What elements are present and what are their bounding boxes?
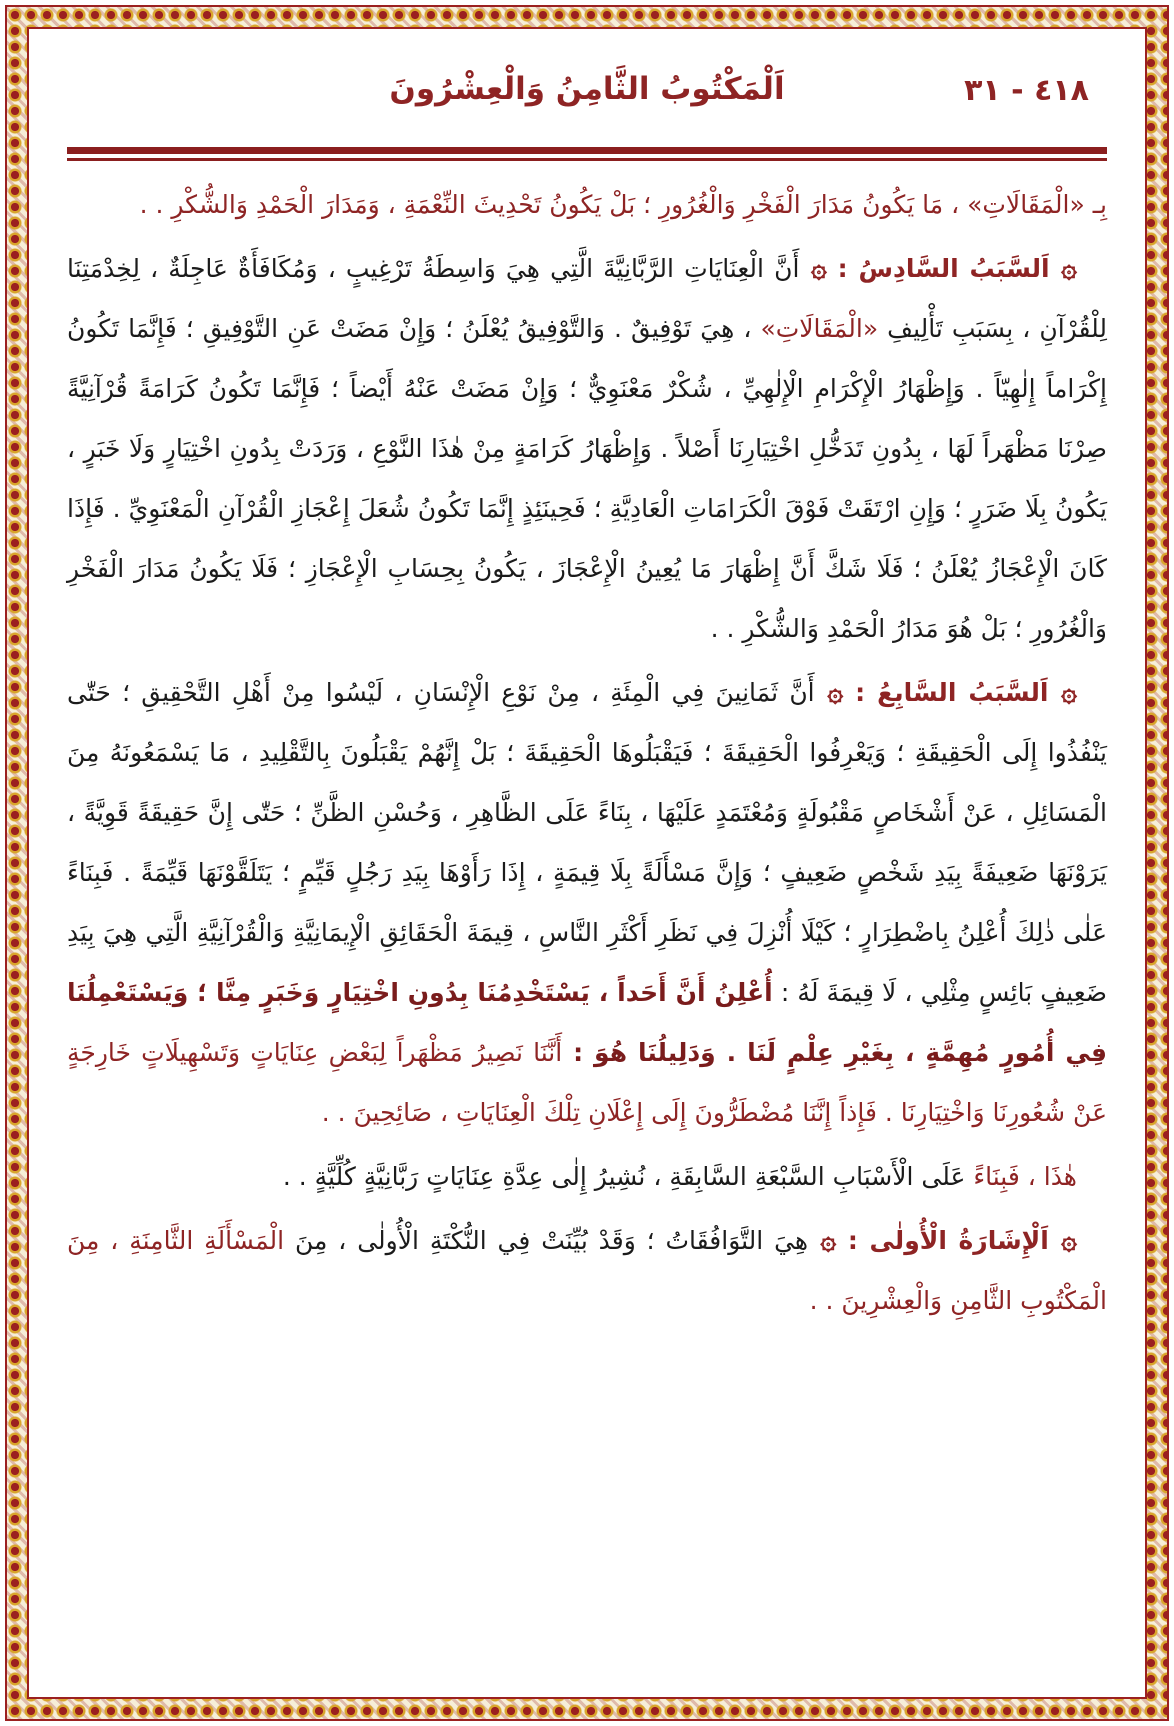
paragraph bbox=[67, 175, 1107, 235]
text-segment: اَلسَّبَبُ السَّادِسُ : bbox=[826, 254, 1050, 283]
text-segment: الْمَسْأَلَةِ الثَّامِنَةِ ، مِنَ الْمَكْتُوبِ الثَّامِنِ وَالْعِشْرِينَ . . bbox=[67, 1226, 1107, 1315]
ornament-icon: ۞ bbox=[814, 677, 844, 708]
divider-thin-line bbox=[67, 158, 1107, 161]
paragraph bbox=[67, 663, 1107, 1143]
page-inner bbox=[27, 27, 1147, 1699]
text-segment: أُعْلِنُ أَنَّ أَحَداً ، يَسْتَخْدِمُنَا بِدُونِ اخْتِيَارٍ وَخَبَرٍ مِنَّا ؛ وَيَسْتَعْمِلُنَا فِي أُمُورٍ مُهِمَّةٍ ، بِغَيْرِ عِلْمٍ لَنَا . وَدَلِيلُنَا هُوَ : bbox=[67, 978, 1107, 1067]
ornament-icon: ۞ bbox=[1049, 253, 1077, 284]
ornament-icon: ۞ bbox=[1048, 1225, 1078, 1256]
ornament-icon: ۞ bbox=[808, 1225, 837, 1256]
ornament-icon: ۞ bbox=[799, 253, 827, 284]
page-title: اَلْمَكْتُوبُ الثَّامِنُ وَالْعِشْرُونَ bbox=[389, 71, 785, 107]
text-segment: أَنَّ ثَمَانِينَ فِي الْمِئَةِ ، مِنْ نَوْعِ الْإِنْسَانِ ، لَيْسُوا مِنْ أَهْلِ التَّحْقِيقِ ؛ حَتّٰى يَنْفُذُوا إِلَى الْحَقِيقَةِ ؛ وَيَعْرِفُوا الْحَقِيقَةَ ؛ فَيَقْبَلُوهَا الْحَقِيقَةَ ؛ بَلْ إِنَّهُمْ يَقْبَلُونَ بِالتَّقْلِيدِ ، مَا يَسْمَعُونَهُ مِنَ الْمَسَائِلِ ، عَنْ أَشْخَاصٍ مَقْبُولَةٍ وَمُعْتَمَدٍ عَلَيْهَا ، بِنَاءً عَلَى الظَّاهِرِ ، وَحُسْنِ الظَّنِّ ؛ حَتّٰى إِنَّ حَقِيقَةً قَوِيَّةً ، يَرَوْنَهَا ضَعِيفَةً بِيَدِ شَخْصٍ ضَعِيفٍ ؛ وَإِنَّ مَسْأَلَةً بِلَا قِيمَةٍ ، إِذَا رَأَوْهَا بِيَدِ رَجُلٍ قَيِّمٍ ؛ يَتَلَقَّوْنَهَا قَيِّمَةً . فَبِنَاءً عَلٰى ذٰلِكَ أُعْلِنُ بِاضْطِرَارٍ ؛ كَيْلَا أُنْزِلَ فِي نَظَرِ أَكْثَرِ النَّاسِ ، قِيمَةَ الْحَقَائِقِ الْإِيمَانِيَّةِ وَالْقُرْآنِيَّةِ الَّتِي هِيَ بِيَدِ ضَعِيفٍ بَائِسٍ مِثْلِي ، لَا قِيمَةَ لَهُ : bbox=[67, 678, 1107, 1007]
text-segment: اَلسَّبَبُ السَّابِعُ : bbox=[843, 678, 1049, 707]
paragraph bbox=[67, 239, 1107, 659]
ornament-icon: ۞ bbox=[1048, 677, 1077, 708]
text-segment: أَنَّ الْعِنَايَاتِ الرَّبَّانِيَّةَ الَّتِي هِيَ وَاسِطَةُ تَرْغِيبٍ ، وَمُكَافَأَةٌ عَاجِلَةٌ ، لِخِدْمَتِنَا لِلْقُرْآنِ ، بِسَبَبِ تَأْلِيفِ bbox=[67, 254, 1107, 343]
header-divider bbox=[67, 147, 1107, 161]
text-segment: أَنَّنَا نَصِيرُ مَظْهَراً لِبَعْضِ عِنَايَاتٍ وَتَسْهِيلَاتٍ خَارِجَةٍ عَنْ شُعُورِنَا وَاخْتِيَارِنَا . فَإِذاً إِنَّنَا مُضْطَرُّونَ إِلَى إِعْلَانِ تِلْكَ الْعِنَايَاتِ ، صَائِحِينَ . . bbox=[67, 1038, 1107, 1127]
text-segment: اَلْإِشَارَةُ الْأُولٰى : bbox=[836, 1226, 1049, 1255]
page-header bbox=[67, 55, 1107, 139]
divider-thick-line bbox=[67, 147, 1107, 154]
text-segment: «الْمَقَالَاتِ» bbox=[760, 314, 879, 343]
text-segment: هِيَ التَّوَافُقَاتُ ؛ وَقَدْ بُيِّنَتْ فِي النُّكْتَةِ الْأُولٰى ، مِنَ bbox=[284, 1226, 809, 1255]
text-segment: ، هِيَ تَوْفِيقٌ . وَالتَّوْفِيقُ يُعْلَنُ ؛ وَإِنْ مَضَتْ عَنِ التَّوْفِيقِ ؛ فَإِنَّمَا تَكُونُ إِكْرَاماً إِلٰهِيّاً . وَإِظْهَارُ الْإِكْرَامِ الْإِلٰهِيِّ ، شُكْرٌ مَعْنَوِيٌّ ؛ وَإِنْ مَضَتْ عَنْهُ أَيْضاً ؛ فَإِنَّمَا تَكُونُ كَرَامَةً قُرْآنِيَّةً صِرْنَا مَظْهَراً لَهَا ، بِدُونِ تَدَخُّلِ اخْتِيَارِنَا أَصْلاً . وَإِظْهَارُ كَرَامَةٍ مِنْ هٰذَا النَّوْعِ ، وَرَدَتْ بِدُونِ اخْتِيَارٍ وَلَا خَبَرٍ ، يَكُونُ بِلَا ضَرَرٍ ؛ وَإِنِ ارْتَقَتْ فَوْقَ الْكَرَامَاتِ الْعَادِيَّةِ ؛ فَحِينَئِذٍ إِنَّمَا تَكُونُ شُعَلَ إِعْجَازِ الْقُرْآنِ الْمَعْنَوِيِّ . فَإِذَا كَانَ الْإِعْجَازُ يُعْلَنُ ؛ فَلَا شَكَّ أَنَّ إِظْهَارَ مَا يُعِينُ الْإِعْجَازَ ، يَكُونُ بِحِسَابِ الْإِعْجَازِ ؛ فَلَا يَكُونُ مَدَارَ الْفَخْرِ وَالْغُرُورِ ؛ بَلْ هُوَ مَدَارُ الْحَمْدِ وَالشُّكْرِ . . bbox=[67, 314, 1107, 643]
paragraph bbox=[67, 1211, 1107, 1331]
body-paragraphs bbox=[67, 175, 1107, 1331]
text-segment: هٰذَا ، فَبِنَاءً bbox=[965, 1162, 1077, 1191]
text-segment: بِـ «الْمَقَالَاتِ» ، مَا يَكُونُ مَدَارَ الْفَخْرِ وَالْغُرُورِ ؛ بَلْ يَكُونُ تَحْدِيثَ النِّعْمَةِ ، وَمَدَارَ الْحَمْدِ وَالشُّكْرِ . . bbox=[139, 190, 1107, 219]
text-segment: عَلَى الْأَسْبَابِ السَّبْعَةِ السَّابِقَةِ ، نُشِيرُ إِلٰى عِدَّةِ عِنَايَاتٍ رَبَّانِيَّةٍ كُلِّيَّةٍ . . bbox=[282, 1162, 966, 1191]
paragraph bbox=[67, 1147, 1107, 1207]
page-number: ٤١٨ - ٣١ bbox=[964, 73, 1089, 108]
